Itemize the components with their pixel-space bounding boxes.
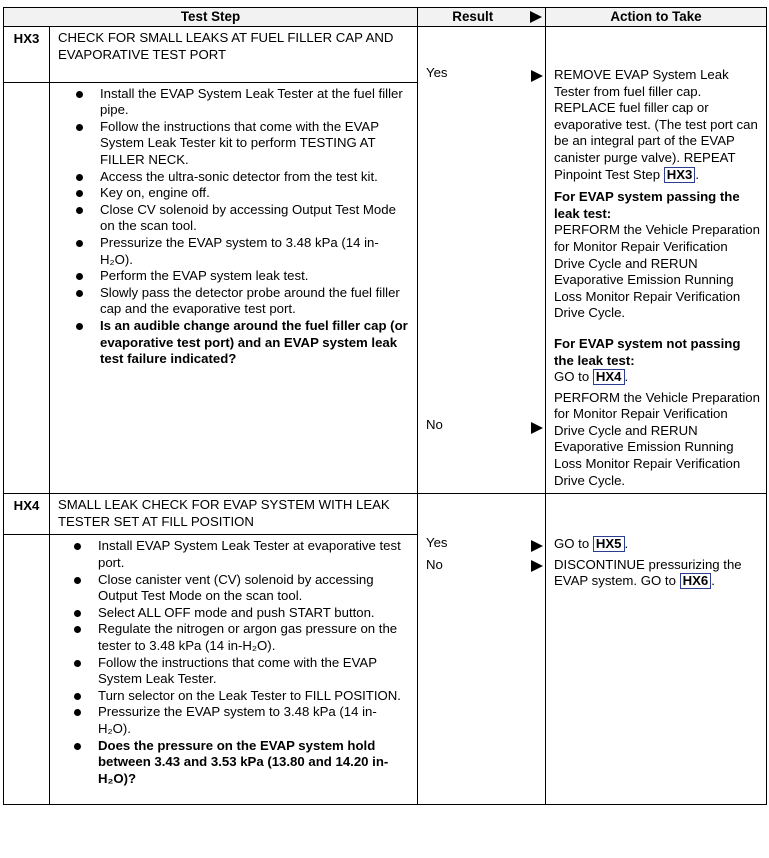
list-item: Regulate the nitrogen or argon gas pressure on the tester to 3.48 kPa (14 in-H₂O).: [72, 621, 409, 654]
list-item: Close CV solenoid by accessing Output Test Mode on the scan tool.: [74, 202, 409, 235]
header-action: Action to Take: [546, 8, 767, 27]
step-id-hx3: HX3: [4, 27, 50, 83]
hx4-no-action: DISCONTINUE pressurizing the EVAP system. GO to HX6 .: [554, 556, 742, 589]
action-cell-hx4: [546, 494, 767, 805]
list-item: Perform the EVAP system leak test.: [74, 268, 409, 285]
step-title-hx3: CHECK FOR SMALL LEAKS AT FUEL FILLER CAP AND EVAPORATIVE TEST PORT: [50, 27, 418, 83]
list-item: Install EVAP System Leak Tester at evaporative test port.: [72, 538, 409, 571]
list-item: Pressurize the EVAP system to 3.48 kPa (14 in-H₂O).: [74, 235, 409, 268]
arrow-icon: [531, 537, 543, 554]
header-row: [4, 8, 767, 27]
result-cell-hx3: [418, 27, 546, 494]
pass-action-text: PERFORM the Vehicle Preparation for Monitor Repair Verification Drive Cycle and RERUN Evaporative Emission Running Loss Monitor Repair Verification Drive Cycle.: [554, 222, 760, 321]
hx4-yes-action: GO to HX5 .: [554, 536, 629, 552]
action-yes-remove-text: REMOVE EVAP System Leak Tester from fuel filler cap. REPLACE fuel filler cap or evaporative test. (The test port can be an integral part of the EVAP canister purge valve). REPEAT Pinpoint Test Step HX3 .: [554, 67, 758, 182]
list-item: Install the EVAP System Leak Tester at the fuel filler pipe.: [74, 86, 409, 119]
question-item: Does the pressure on the EVAP system hold between 3.43 and 3.53 kPa (13.80 and 14.20 in-H₂O)?: [72, 738, 409, 788]
arrow-icon: [531, 67, 543, 84]
arrow-icon: [530, 11, 542, 23]
step-id-hx4: HX4: [4, 494, 50, 535]
list-item: Access the ultra-sonic detector from the test kit.: [74, 169, 409, 186]
fail-heading: For EVAP system not passing the leak test:: [554, 335, 741, 368]
result-yes-hx4: Yes: [426, 535, 448, 551]
action-cell-hx3: [546, 27, 767, 494]
header-arrow: [528, 8, 546, 27]
result-no-hx3: No: [426, 417, 443, 432]
list-item: Follow the instructions that come with the EVAP System Leak Tester.: [72, 655, 409, 688]
step-title-hx4: SMALL LEAK CHECK FOR EVAP SYSTEM WITH LEAK TESTER SET AT FILL POSITION: [50, 494, 418, 535]
list-item: Pressurize the EVAP system to 3.48 kPa (14 in-H₂O).: [72, 704, 409, 737]
step-ref-hx3[interactable]: HX3: [664, 167, 696, 183]
list-item: Slowly pass the detector probe around the fuel filler cap and the evaporative test port.: [74, 285, 409, 318]
step-ref-hx4[interactable]: HX4: [593, 369, 625, 385]
header-test-step: Test Step: [4, 8, 418, 27]
pass-heading: For EVAP system passing the leak test:: [554, 189, 740, 221]
step-hx3-title-row: [4, 27, 767, 83]
list-item: Follow the instructions that come with the EVAP System Leak Tester kit to perform TESTING AT FILLER NECK.: [74, 119, 409, 169]
question-item: Is an audible change around the fuel filler cap (or evaporative test port) and an EVAP system leak test failure indicated?: [74, 318, 409, 368]
arrow-icon: [531, 419, 543, 436]
list-item: Key on, engine off.: [74, 185, 409, 202]
arrow-icon: [531, 557, 543, 574]
pinpoint-test-table: [3, 7, 767, 805]
result-cell-hx4: [418, 494, 546, 805]
header-result: Result: [418, 8, 528, 27]
list-item: Select ALL OFF mode and push START button.: [72, 605, 409, 622]
result-yes-hx3: Yes: [426, 65, 448, 80]
list-item: Close canister vent (CV) solenoid by accessing Output Test Mode on the scan tool.: [72, 572, 409, 605]
step-hx4-title-row: [4, 494, 767, 535]
fail-action-text: GO to HX4 .: [554, 369, 629, 385]
list-item: Turn selector on the Leak Tester to FILL POSITION.: [72, 688, 409, 705]
step-ref-hx5[interactable]: HX5: [593, 536, 625, 552]
result-no-hx4: No: [426, 557, 443, 573]
step-body-hx3: [50, 82, 418, 494]
step-body-hx4: [50, 535, 418, 805]
no-action-text: PERFORM the Vehicle Preparation for Monitor Repair Verification Drive Cycle and RERUN Evaporative Emission Running Loss Monitor Repair Verification Drive Cycle.: [554, 389, 760, 488]
step-ref-hx6[interactable]: HX6: [680, 573, 712, 589]
